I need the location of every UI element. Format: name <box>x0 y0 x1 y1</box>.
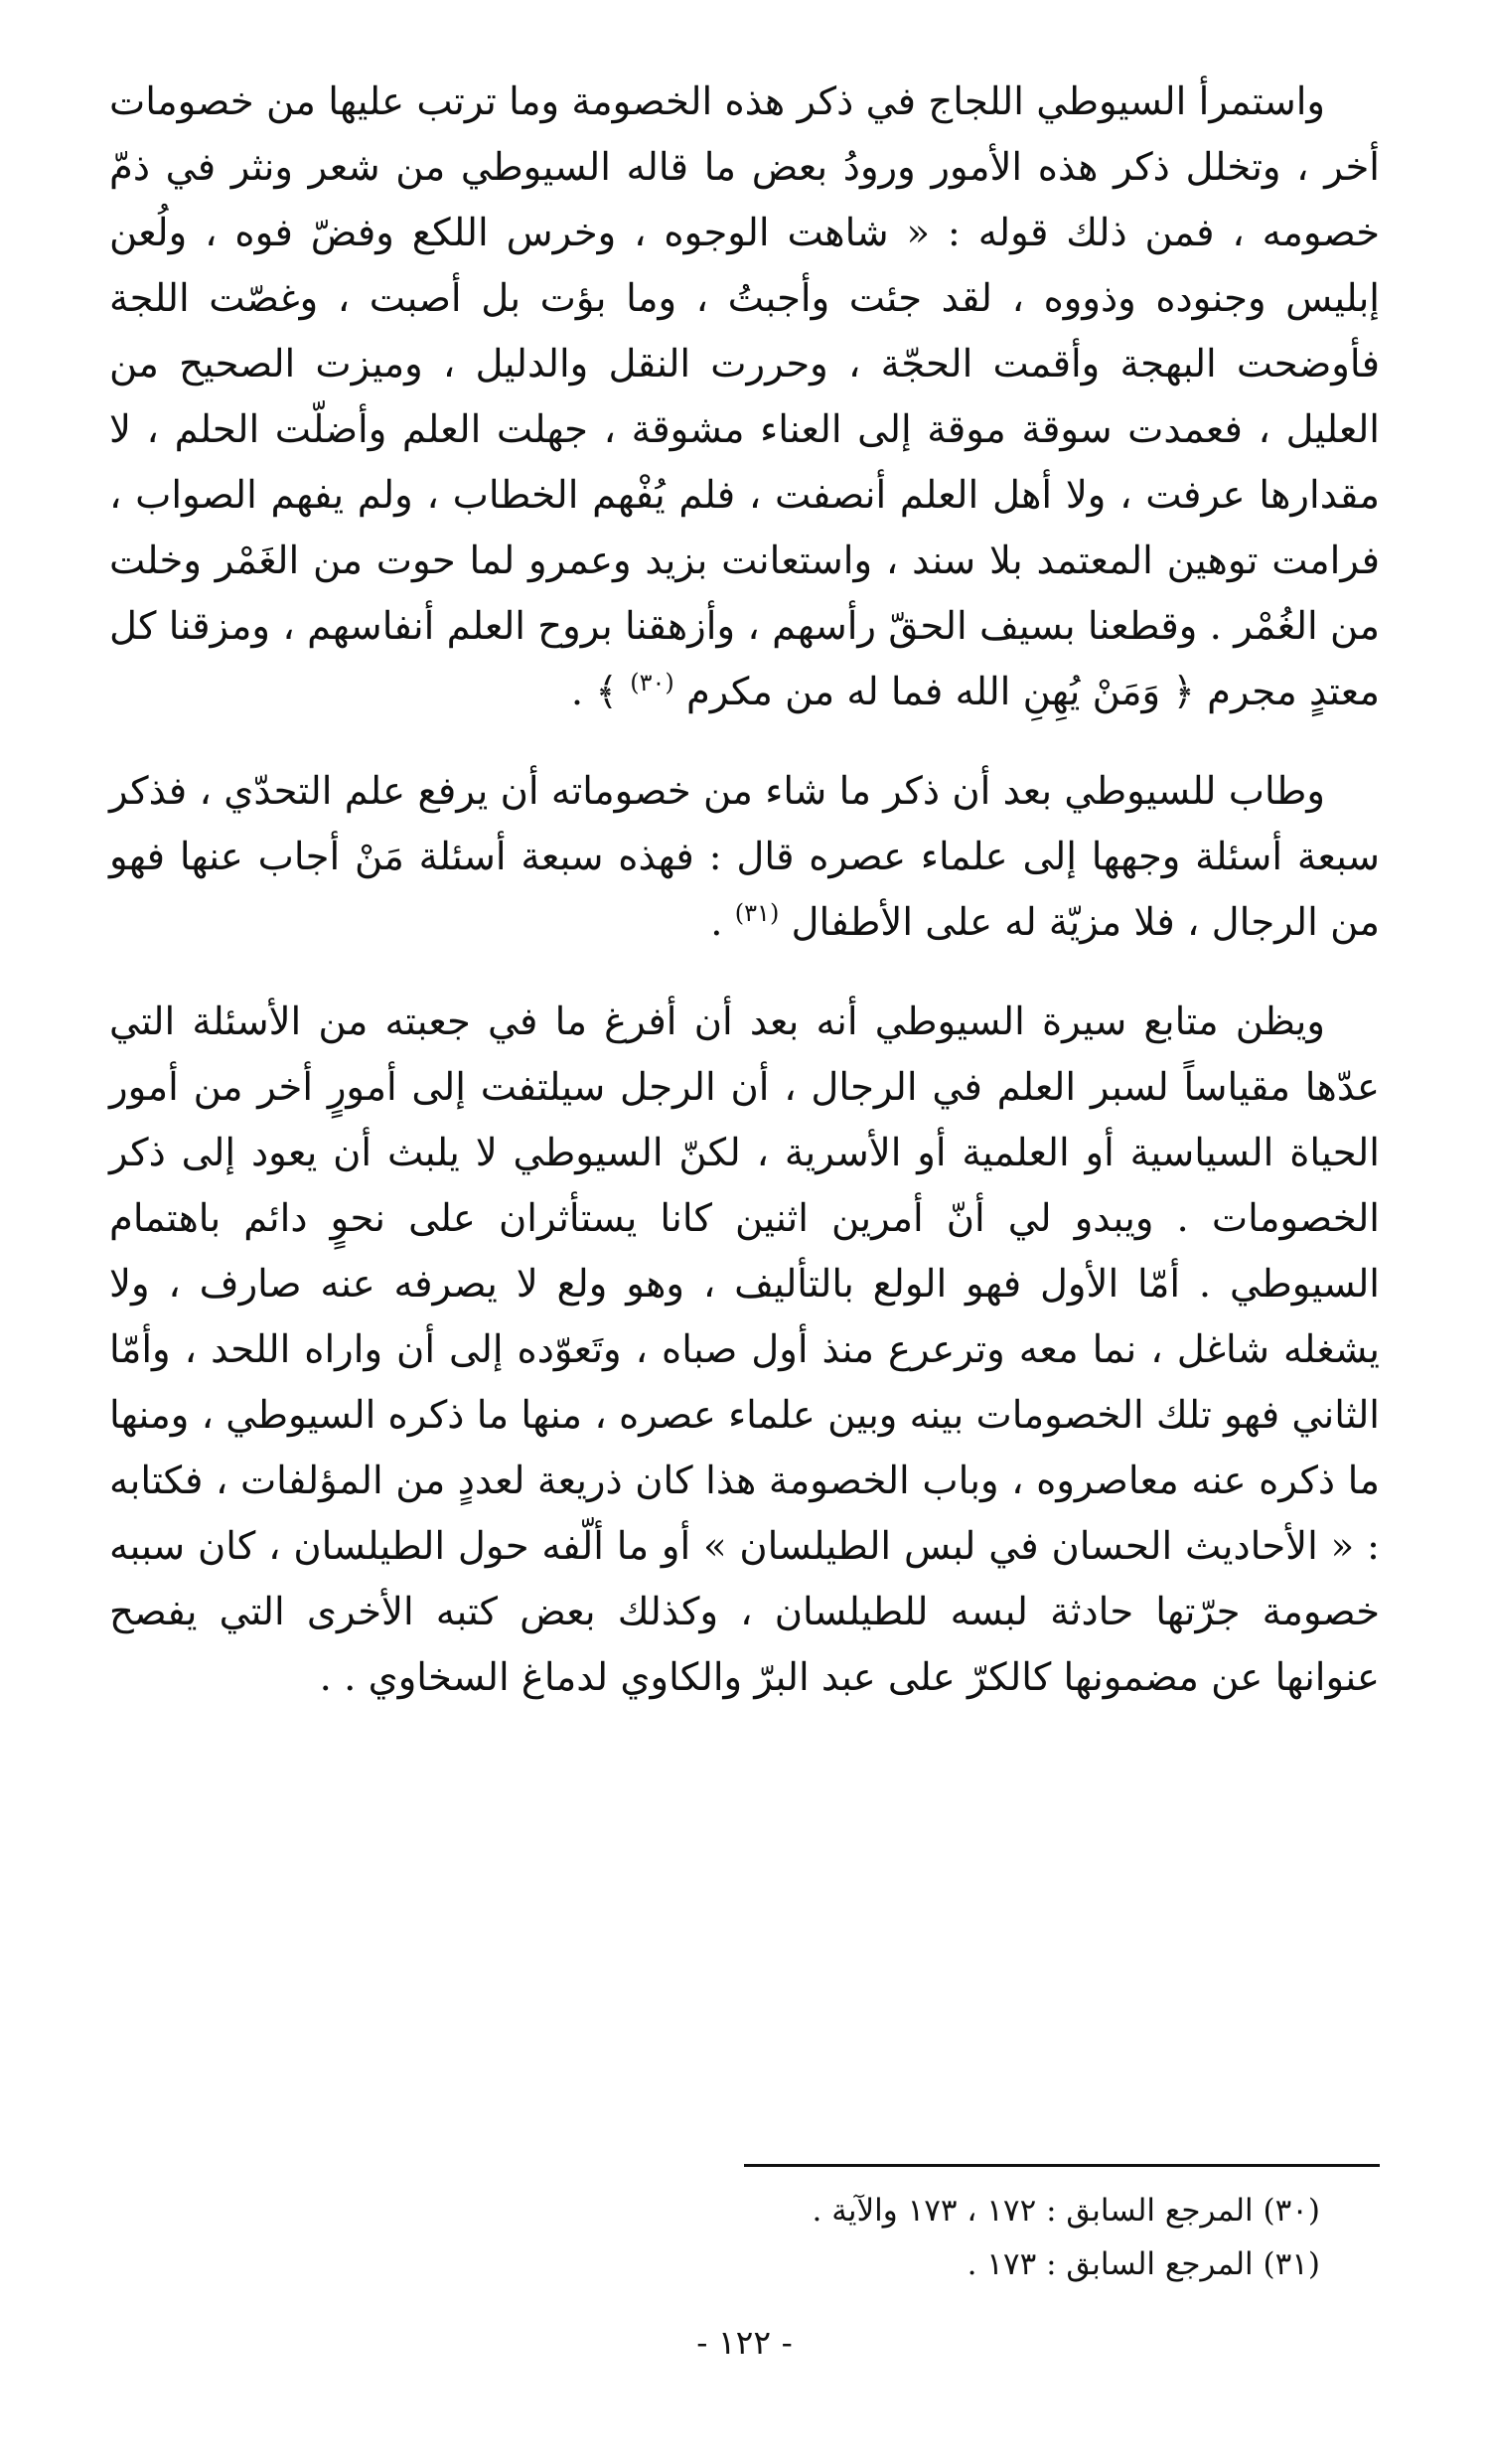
paragraph-2-tail: . <box>710 900 735 945</box>
page-number: - ١٢٢ - <box>696 2323 793 2362</box>
book-page <box>109 70 1380 2464</box>
footnote-ref-30: (٣٠) <box>630 669 674 697</box>
footnote-ref-31: (٣١) <box>734 899 780 928</box>
paragraph-3 <box>109 990 1380 1711</box>
paragraph-2-text: وطاب للسيوطي بعد أن ذكر ما شاء من خصوماته أن يرفع علم التحدّي ، فذكر سبعة أسئلة وجهها إلى علماء عصره قال : فهذه سبعة أسئلة مَنْ أجاب عنها فهو من الرجال ، فلا مزيّة له على الأطفال <box>109 769 1380 945</box>
footnote-31: (٣١) المرجع السابق : ١٧٣ . <box>967 2246 1320 2282</box>
paragraph-2 <box>109 759 1380 956</box>
body-text <box>109 70 1380 1711</box>
paragraph-1 <box>109 70 1380 725</box>
paragraph-1-text: واستمرأ السيوطي اللجاج في ذكر هذه الخصومة وما ترتب عليها من خصومات أخر ، وتخلل ذكر هذه الأمور ورودُ بعض ما قاله السيوطي من شعر ونثر في ذمّ خصومه ، فمن ذلك قوله : « شاهت الوجوه ، وخرس اللكع وفضّ فوه ، ولُعن إبليس وجنوده وذووه ، لقد جئت وأجبتُ ، وما بؤت بل أصبت ، وغصّت اللجة فأوضحت البهجة وأقمت الحجّة ، وحررت النقل والدليل ، وميزت الصحيح من العليل ، فعمدت سوقة موقة إلى العناء مشوقة ، جهلت العلم وأضلّت الحلم ، لا مقدارها عرفت ، ولا أهل العلم أنصفت ، فلم يُفْهم الخطاب ، ولم يفهم الصواب ، فرامت توهين المعتمد بلا سند ، واستعانت بزيد وعمرو لما حوت من الغَمْر وخلت من الغُمْر . وقطعنا بسيف الحقّ رأسهم ، وأزهقنا بروح العلم أنفاسهم ، ومزقنا كل معتدٍ مجرم ﴿ وَمَنْ يُهِنِ الله فما له من مكرم <box>109 79 1380 714</box>
footnote-divider <box>744 2164 1380 2167</box>
paragraph-1-tail: ﴾ . <box>570 670 631 714</box>
footnotes <box>109 2184 1380 2291</box>
paragraph-3-text: ويظن متابع سيرة السيوطي أنه بعد أن أفرغ ما في جعبته من الأسئلة التي عدّها مقياساً لسبر العلم في الرجال ، أن الرجل سيلتفت إلى أمورٍ أخر من أمور الحياة السياسية أو العلمية أو الأسرية ، لكنّ السيوطي لا يلبث أن يعود إلى ذكر الخصومات . ويبدو لي أنّ أمرين اثنين كانا يستأثران على نحوٍ دائم باهتمام السيوطي . أمّا الأول فهو الولع بالتأليف ، وهو ولع لا يصرفه عنه صارف ، ولا يشغله شاغل ، نما معه وترعرع منذ أول صباه ، وتَعوّده إلى أن واراه اللحد ، وأمّا الثاني فهو تلك الخصومات بينه وبين علماء عصره ، منها ما ذكره السيوطي ، ومنها ما ذكره عنه معاصروه ، وباب الخصومة هذا كان ذريعة لعددٍ من المؤلفات ، فكتابه : « الأحاديث الحسان في لبس الطيلسان » أو ما ألّفه حول الطيلسان ، كان سببه خصومة جرّتها حادثة لبسه للطيلسان ، وكذلك بعض كتبه الأخرى التي يفصح عنوانها عن مضمونها كالكرّ على عبد البرّ والكاوي لدماغ السخاوي . . <box>109 1000 1380 1700</box>
footnote-30: (٣٠) المرجع السابق : ١٧٢ ، ١٧٣ والآية . <box>812 2193 1320 2229</box>
